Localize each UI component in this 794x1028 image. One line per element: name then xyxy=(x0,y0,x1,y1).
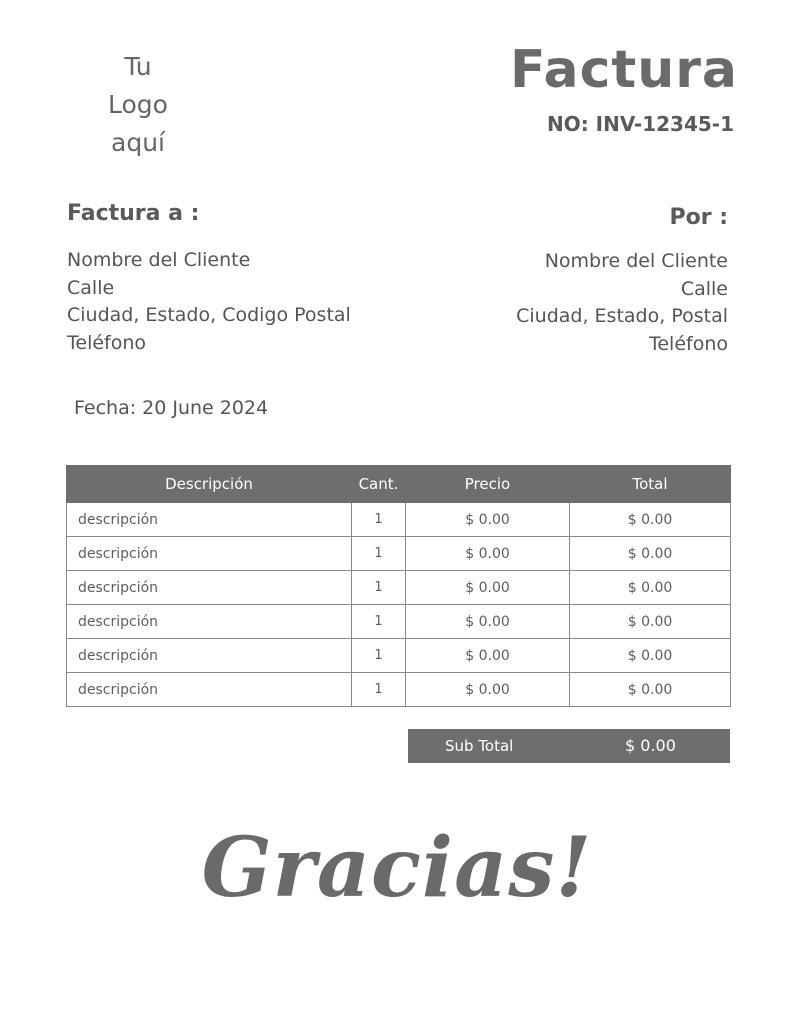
column-header-description: Descripción xyxy=(67,466,352,503)
items-table xyxy=(66,465,731,707)
bill-to-name: Nombre del Cliente xyxy=(67,249,251,271)
cell-price: $ 0.00 xyxy=(406,571,570,605)
table-row xyxy=(67,673,731,707)
bill-to-city: Ciudad, Estado, Codigo Postal xyxy=(67,304,351,326)
thanks-message: Gracias! xyxy=(201,820,593,916)
table-row xyxy=(67,537,731,571)
invoice-date xyxy=(74,397,268,419)
bill-to-phone: Teléfono xyxy=(67,331,147,354)
invoice-number: NO: INV-12345-1 xyxy=(546,112,734,136)
cell-description: descripción xyxy=(67,571,352,605)
cell-quantity: 1 xyxy=(352,639,406,673)
bill-to-address xyxy=(67,247,351,357)
bill-from-address xyxy=(516,248,728,358)
bill-from-heading: Por : xyxy=(669,205,728,230)
cell-description: descripción xyxy=(67,605,352,639)
cell-price: $ 0.00 xyxy=(406,503,570,537)
cell-total: $ 0.00 xyxy=(570,605,731,639)
bill-from-city: Ciudad, Estado, Postal xyxy=(516,305,728,327)
bill-from-street: Calle xyxy=(680,277,728,300)
invoice-title: Factura xyxy=(510,40,738,100)
bill-from-phone: Teléfono xyxy=(648,332,728,355)
cell-description: descripción xyxy=(67,673,352,707)
bill-from-name: Nombre del Cliente xyxy=(544,250,728,272)
cell-price: $ 0.00 xyxy=(406,673,570,707)
cell-description: descripción xyxy=(67,537,352,571)
cell-description: descripción xyxy=(67,639,352,673)
cell-price: $ 0.00 xyxy=(406,537,570,571)
date-value: 20 June 2024 xyxy=(142,397,269,419)
cell-total: $ 0.00 xyxy=(570,673,731,707)
cell-quantity: 1 xyxy=(352,605,406,639)
cell-total: $ 0.00 xyxy=(570,639,731,673)
cell-price: $ 0.00 xyxy=(406,639,570,673)
table-row xyxy=(67,571,731,605)
cell-quantity: 1 xyxy=(352,537,406,571)
logo-line: aquí xyxy=(111,128,165,157)
table-row xyxy=(67,503,731,537)
bill-to-heading: Factura a : xyxy=(67,201,200,226)
table-header-row xyxy=(67,466,731,503)
date-label: Fecha: xyxy=(74,397,137,419)
subtotal-value: $ 0.00 xyxy=(625,736,676,755)
column-header-total: Total xyxy=(570,466,731,503)
column-header-quantity: Cant. xyxy=(352,466,406,503)
logo-line: Logo xyxy=(108,90,168,119)
cell-total: $ 0.00 xyxy=(570,571,731,605)
cell-quantity: 1 xyxy=(352,571,406,605)
cell-total: $ 0.00 xyxy=(570,537,731,571)
table-row xyxy=(67,639,731,673)
table-row xyxy=(67,605,731,639)
cell-description: descripción xyxy=(67,503,352,537)
cell-total: $ 0.00 xyxy=(570,503,731,537)
subtotal-label: Sub Total xyxy=(445,737,514,755)
bill-to-street: Calle xyxy=(67,276,115,299)
cell-quantity: 1 xyxy=(352,673,406,707)
column-header-price: Precio xyxy=(406,466,570,503)
logo-placeholder xyxy=(88,48,188,162)
subtotal-bar xyxy=(408,729,730,763)
cell-quantity: 1 xyxy=(352,503,406,537)
logo-line: Tu xyxy=(124,52,152,81)
cell-price: $ 0.00 xyxy=(406,605,570,639)
